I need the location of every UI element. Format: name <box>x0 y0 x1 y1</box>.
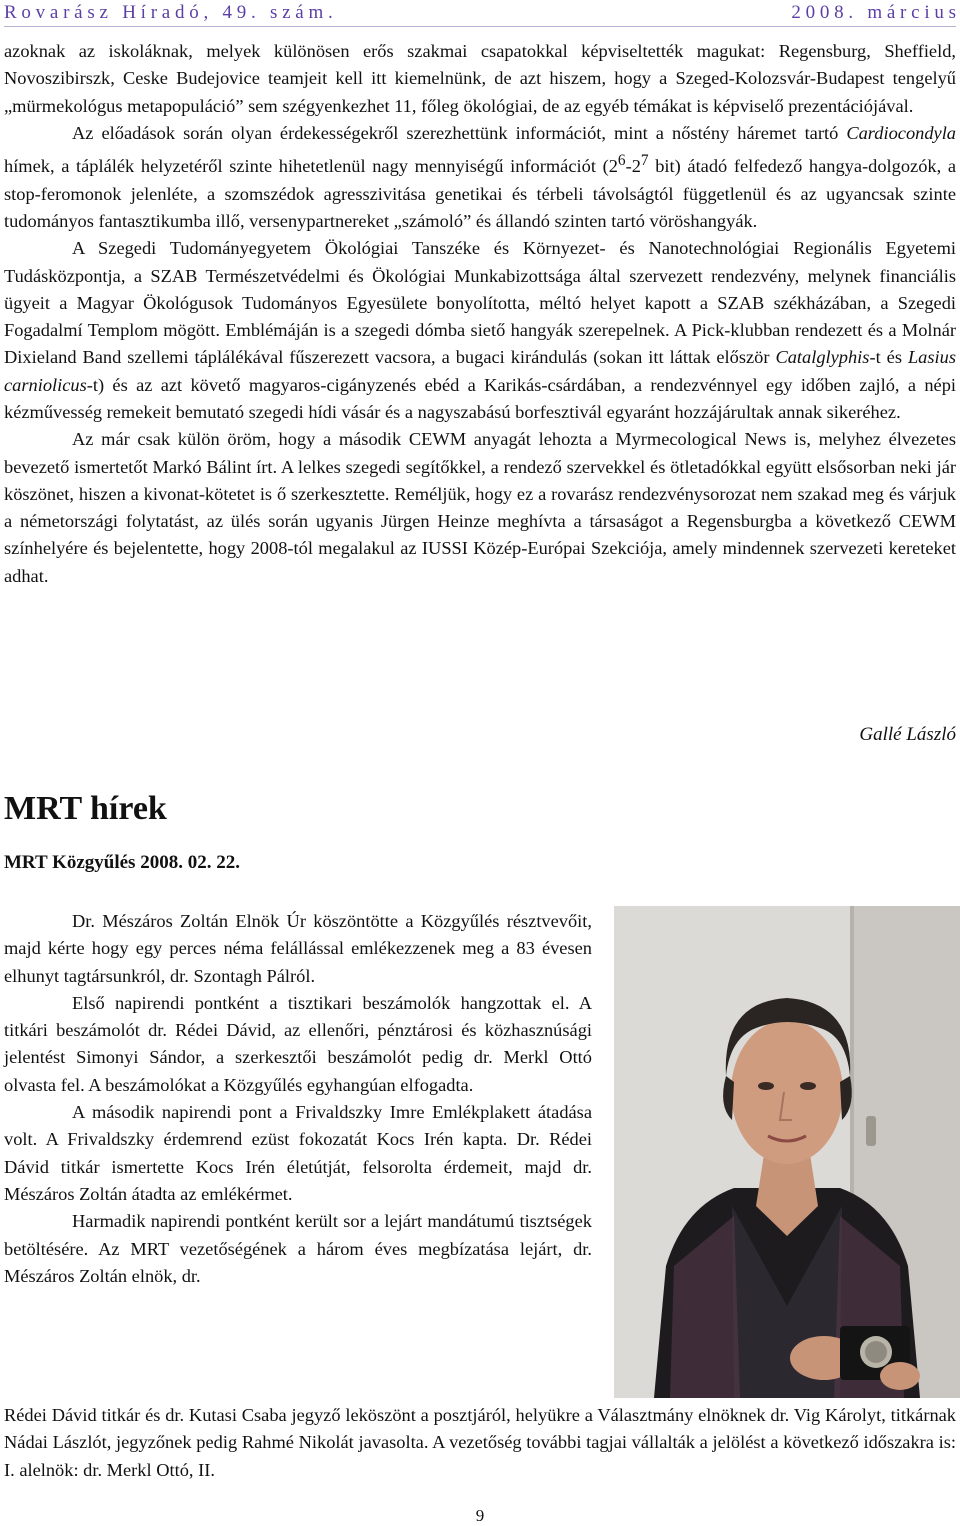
paragraph-elections-continued: Rédei Dávid titkár és dr. Kutasi Csaba jegyző leköszönt a posztjáról, helyükre a Választmány elnöknek dr. Vig Károlyt, titkárnak Nádai Lászlót, jegyzőnek pedig Rahmé Nikolát javasolta. A vezetőség további tagjai vállalták a jelölést a következő időszakra is: I. alelnök: dr. Merkl Ottó, II. <box>4 1405 956 1480</box>
portrait-illustration <box>614 906 960 1398</box>
header-date: 2 0 0 8 . m á r c i u s <box>791 2 956 23</box>
paragraph-lectures: Az előadások során olyan érdekességekről szerezhettünk információt, mint a nőstény háremet tartó Cardiocondyla hímek, a táplálék helyzetéről szinte hihetetlenül nagy mennyiségű információt ($2^6-2^7$ bit) átadó felfedező hangya-dolgozók, a stop-feromonok jelenléte, a szomszédok agresszivitása genetikai és térbeli távolságtól függetlenül és az ugyancsak szinte tudományos fantasztikumba illő, versenypartnereket „számoló” és állandó szinten tartó vöröshangyák. <box>4 122 957 231</box>
paragraph-opening: Dr. Mészáros Zoltán Elnök Úr köszöntötte a Közgyűlés résztvevőit, majd kérte hogy egy perces néma felállással emlékezzenek meg a 83 évesen elhunyt tagtársunkról, dr. Szontagh Pálról. <box>4 911 592 986</box>
running-header <box>4 2 956 27</box>
paragraph-organizers: A Szegedi Tudományegyetem Ökológiai Tanszéke és Környezet- és Nanotechnológiai Regionális Egyetemi Tudásközpontja, a SZAB Természetvédelmi és Ökológiai Munkabizottsága által szervezett rendezvény, melynek financiális ügyeit a Magyar Ökológusok Tudományos Egyesülete bonyolította, méltó helyet kapott a SZAB székházában, a Szegedi Fogadalmí Templom mögött. Emblémáján is a szegedi dómba siető hangyák szerepelnek. A Pick-klubban rendezett és a Molnár Dixieland Band szellemi táplálékával fűszerezett vacsora, a bugaci kirándulás (sokan itt láttak először Catalglyphis-t és Lasius carniolicus-t) és az azt követő magyaros-cigányzenés ebéd a Karikás-csárdában, a rendezvénnyel egy időben zajló, a népi kézművesség remekeit bemutató szegedi hídi vásár és a nagyszabású borfesztivál egyaránt hozzájárultak annak sikeréhez. <box>4 238 956 422</box>
paragraph-closing: Az már csak külön öröm, hogy a második CEWM anyagát lehozta a Myrmecological News is, melyhez élvezetes bevezető ismertetőt Markó Bálint írt. A lelkes szegedi segítőkkel, a rendező szervekkel és ötletadókkal együtt elsősorban neki jár köszönet, hiszen a kivonat-kötetet is ő szerkesztette. Reméljük, hogy ez a rovarász rendezvénysorozat nem szakad meg és várjuk a németországi folytatást, az ülés során ugyanis Jürgen Heinze meghívta a társaságot a Regensburgba a következő CEWM színhelyére és bejelentette, hogy 2008-tól megalakul az IUSSI Közép-Európai Szekciója, amely mindennek szervezeti kereteket adhat. <box>4 429 956 586</box>
paragraph-schools: azoknak az iskoláknak, melyek különösen erős szakmai csapatokkal képviseltették magukat: Regensburg, Sheffield, Novoszibirszk, Ceske Budejovice teamjeit kell itt kiemelnünk, de azt hiszem, hogy a Szeged-Kolozsvár-Budapest tengelyű „mürmekológus metapopuláció” sem szégyenkezhet 11, főleg ökológiai, de az egyéb témákat is képviselő prezentációjával. <box>4 41 956 116</box>
article-continuation <box>4 38 956 590</box>
species-name: Cardiocondyla <box>846 122 956 143</box>
header-journal-issue: R o v a r á s z H í r a d ó , 4 9 . s z á m . <box>4 2 333 23</box>
paragraph-reports: Első napirendi pontként a tisztikari beszámolók hangzottak el. A titkári beszámolót dr. Rédei Dávid, az ellenőri, pénztárosi és közhasznúsági jelentést Simonyi Sándor, a szerkesztői beszámolót pedig dr. Merkl Ottó olvasta fel. A beszámolókat a Közgyűlés egyhangúan elfogadta. <box>4 992 592 1095</box>
meeting-report-continuation <box>4 1402 956 1484</box>
section-title: MRT hírek <box>4 790 167 827</box>
page-number: 9 <box>475 1506 485 1525</box>
species-name: Lasius carniolicus <box>4 347 956 395</box>
species-name: Catalglyphis <box>775 347 870 368</box>
section-subtitle: MRT Közgyűlés 2008. 02. 22. <box>4 852 240 873</box>
meeting-report-column <box>4 908 592 1290</box>
paragraph-award: A második napirendi pont a Frivaldszky Imre Emlékplakett átadása volt. A Frivaldszky érdemrend ezüst fokozatát Kocs Irén kapta. Dr. Rédei Dávid titkár ismertette Kocs Irén életútját, felsorolta érdemeit, majd dr. Mészáros Zoltán átadta az emlékérmet. <box>4 1102 592 1204</box>
document-page <box>4 0 956 1524</box>
portrait-photo <box>614 906 960 1398</box>
paragraph-elections: Harmadik napirendi pontként került sor a lejárt mandátumú tisztségek betöltésére. Az MRT vezetőségének a három éves megbízatása lejárt, dr. Mészáros Zoltán elnök, dr. <box>4 1211 592 1286</box>
author-signature: Gallé László <box>859 724 956 745</box>
